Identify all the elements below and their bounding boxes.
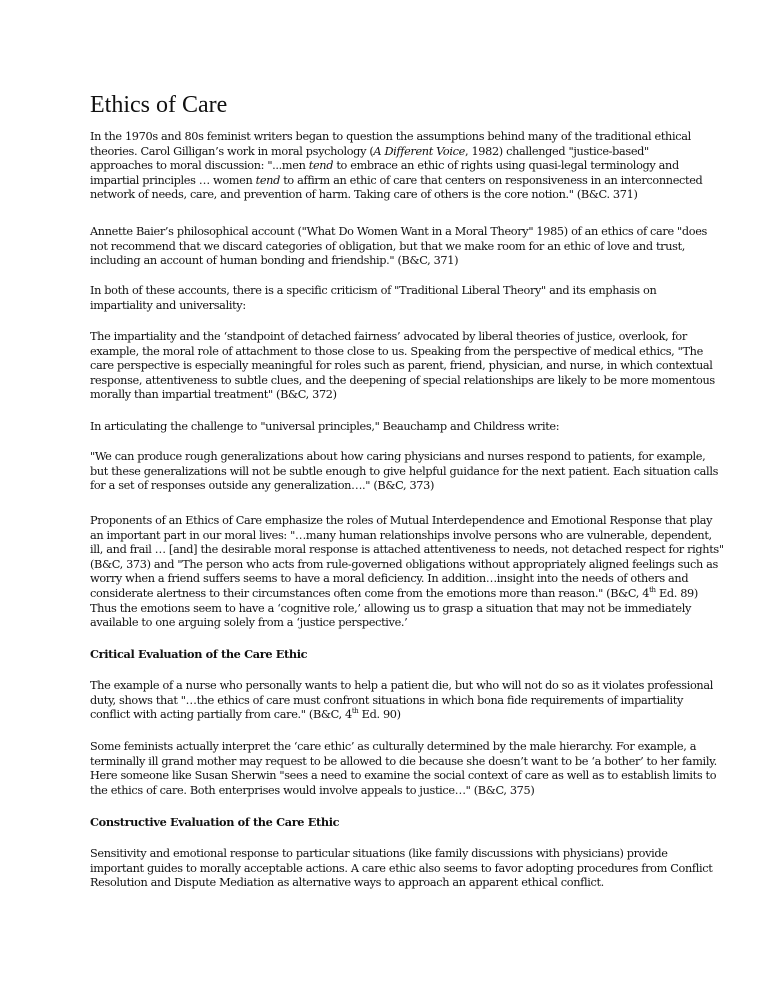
text-line: response, attentiveness to subtle clues, and the deepening of special relationships are likely to be more momentous [90, 373, 715, 387]
text-line: The example of a nurse who personally wants to help a patient die, but who will not do so as it violates professional [90, 679, 713, 692]
paragraph-proponents [90, 514, 724, 631]
text-line: available to one arguing solely from a ‘justice perspective.’ [90, 616, 408, 630]
text-line: In the 1970s and 80s feminist writers began to question the assumptions behind many of the traditional ethical [90, 130, 691, 143]
paragraph-feminists [90, 740, 717, 798]
text-line: Annette Baier’s philosophical account ("What Do Women Want in a Moral Theory" 1985) of an ethics of care "does [90, 225, 708, 238]
paragraph-gilligan [90, 130, 702, 203]
text-line: (B&C, 373) and "The person who acts from rule-governed obligations without appropriately aligned feelings such as [90, 557, 718, 571]
book-title: A Different Voice [373, 144, 465, 158]
text-line: but these generalizations will not be subtle enough to give helpful guidance for the next patient. Each situation calls [90, 464, 719, 478]
text-line: the ethics of care. Both enterprises would involve appeals to justice…" (B&C, 375) [90, 783, 535, 797]
paragraph-impartiality [90, 330, 715, 403]
text-line: morally than impartial treatment" (B&C, 372) [90, 388, 337, 402]
paragraph-universal-principles [90, 420, 559, 435]
text-line: care perspective is especially meaningful for roles such as parent, friend, physician, and nurse, in which contextual [90, 359, 713, 373]
text-line: conflict with acting partially from care." (B&C, 4th Ed. 90) [90, 707, 401, 722]
text-line: ill, and frail … [and] the desirable moral response is attached attentiveness to needs, not detached respect for rights" [90, 543, 724, 557]
paragraph-sensitivity [90, 847, 712, 891]
text-line: including an account of human bonding and friendship." (B&C, 371) [90, 254, 459, 268]
text-line: impartiality and universality: [90, 298, 246, 312]
text-line: impartial principles … women tend to affirm an ethic of care that centers on responsiveness in an interconnected [90, 173, 703, 187]
text-line: theories. Carol Gilligan’s work in moral psychology (A Different Voice, 1982) challenged "justice-based" [90, 144, 649, 158]
page-title: Ethics of Care [90, 92, 228, 118]
text-line: Resolution and Dispute Mediation as alternative ways to approach an apparent ethical conflict. [90, 876, 604, 890]
text-line: Here someone like Susan Sherwin "sees a need to examine the social context of care as well as to establish limits to [90, 769, 717, 783]
text-line: duty, shows that "…the ethics of care must confront situations in which bona fide requirements of impartiality [90, 693, 684, 707]
text-line: Some feminists actually interpret the ‘care ethic’ as culturally determined by the male hierarchy. For example, a [90, 740, 697, 753]
text-line: for a set of responses outside any generalization…." (B&C, 373) [90, 479, 435, 493]
text-line: network of needs, care, and prevention of harm. Taking care of others is the core notion." (B&C. 371) [90, 188, 638, 202]
text-line: important guides to morally acceptable actions. A care ethic also seems to favor adopting procedures from Conflict [90, 861, 713, 875]
text-line: terminally ill grand mother may request to be allowed to die because she doesn’t want to be ‘a bother’ to her family. [90, 754, 717, 768]
text-line: worry when a friend suffers seems to have a moral deficiency. In addition…insight into the needs of others and [90, 572, 689, 586]
paragraph-nurse-example [90, 679, 713, 723]
text-line: The impartiality and the ‘standpoint of detached fairness’ advocated by liberal theories of justice, overlook, for [90, 330, 687, 343]
text-line: example, the moral role of attachment to those close to us. Speaking from the perspective of medical ethics, "The [90, 344, 703, 358]
emphasis: tend [255, 173, 280, 187]
text-line: not recommend that we discard categories of obligation, but that we make room for an ethic of love and trust, [90, 239, 686, 253]
section-heading-critical: Critical Evaluation of the Care Ethic [90, 647, 308, 661]
text-line: approaches to moral discussion: "...men tend to embrace an ethic of rights using quasi-legal terminology and [90, 159, 679, 173]
emphasis: tend [308, 159, 334, 173]
paragraph-baier [90, 225, 707, 269]
text-line: "We can produce rough generalizations about how caring physicians and nurses respond to patients, for example, [90, 450, 706, 463]
paragraph-accounts [90, 284, 656, 313]
text-line: In both of these accounts, there is a specific criticism of "Traditional Liberal Theory" and its emphasis on [90, 284, 657, 297]
text-line: Thus the emotions seem to have a ‘cognitive role,’ allowing us to grasp a situation that may not be immediately [90, 601, 692, 615]
text-line: Proponents of an Ethics of Care emphasize the roles of Mutual Interdependence and Emotional Response that play [90, 514, 713, 527]
text-line: considerate alertness to their circumstances often come from the emotions more than reason." (B&C, 4th Ed. 89) [90, 586, 698, 600]
section-heading-constructive: Constructive Evaluation of the Care Ethic [90, 815, 340, 829]
text-line: In articulating the challenge to "universal principles," Beauchamp and Childress write: [90, 420, 560, 433]
text-line: Sensitivity and emotional response to particular situations (like family discussions with physicians) provide [90, 847, 668, 860]
paragraph-quote [90, 450, 718, 494]
text-line: an important part in our moral lives: "…many human relationships involve persons who are vulnerable, dependent, [90, 528, 712, 542]
